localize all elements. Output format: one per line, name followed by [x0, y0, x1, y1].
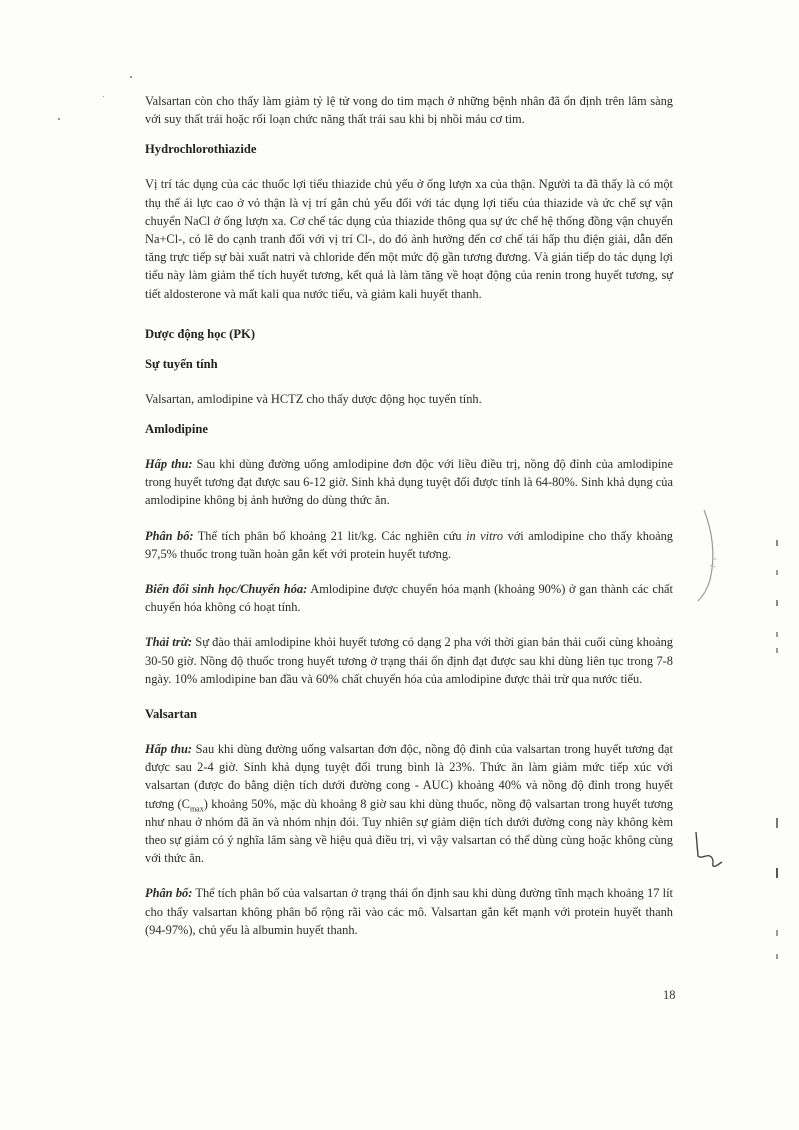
scan-speck [58, 118, 60, 120]
heading-valsartan: Valsartan [145, 707, 198, 722]
paragraph-amlodipine-distribution: Phân bố: Thể tích phân bố khoảng 21 lit/kg. Các nghiên cứu in vitro với amlodipine cho thấy khoảng 97,5% thuốc trong tuần hoàn gắn kết với protein huyết tương. [145, 528, 673, 561]
margin-tick [776, 930, 778, 936]
label-distribution: Phân bố: [145, 528, 194, 543]
scan-speck [130, 76, 132, 78]
margin-tick [776, 570, 778, 575]
heading-hydrochlorothiazide: Hydrochlorothiazide [145, 142, 257, 157]
binding-mark [694, 505, 724, 605]
label-distribution: Phân bố: [145, 886, 193, 901]
paragraph-valsartan-distribution: Phân bố: Thể tích phân bố của valsartan ở trạng thái ổn định sau khi dùng đường tĩnh mạch khoảng 17 lít cho thấy valsartan không phân bố rộng rãi vào các mô. Valsartan gắn kết mạnh với protein huyết thanh (94-97%), chủ yếu là albumin huyết thanh. [145, 886, 673, 937]
paragraph-valsartan-mortality: Valsartan còn cho thấy làm giảm tỷ lệ tử vong do tim mạch ở những bệnh nhân đã ổn định trên lâm sàng với suy thất trái hoặc rối loạn chức năng thất trái sau khi bị nhồi máu cơ tim. [145, 94, 673, 127]
paragraph-amlodipine-absorption: Hấp thu: Sau khi dùng đường uống amlodipine đơn độc với liều điều trị, nồng độ đỉnh của amlodipine trong huyết tương đạt được sau 6-12 giờ. Sinh khả dụng tuyệt đối được tính là 64-80%. Sinh khả dụng của amlodipine không bị ảnh hưởng do dùng thức ăn. [145, 457, 673, 508]
margin-tick [776, 540, 778, 546]
paragraph-amlodipine-elimination: Thải trừ: Sự đào thải amlodipine khỏi huyết tương có dạng 2 pha với thời gian bán thải cuối cùng khoảng 30-50 giờ. Nồng độ thuốc trong huyết tương ở trạng thái ổn định đạt được sau khi dùng liên tục trong 7-8 ngày. 10% amlodipine ban đầu và 60% chất chuyển hóa của amlodipine được thải trừ qua nước tiểu. [145, 635, 673, 686]
document-body [145, 92, 673, 939]
paragraph-linearity: Valsartan, amlodipine và HCTZ cho thấy dược động học tuyến tính. [145, 391, 482, 406]
paragraph-valsartan-absorption: Hấp thu: Sau khi dùng đường uống valsartan đơn độc, nồng độ đỉnh của valsartan trong huyết tương đạt được sau 2-4 giờ. Sinh khả dụng tuyệt đối trung bình là 23%. Thức ăn làm giảm mức tiếp xúc với valsartan (được đo bằng diện tích dưới đường cong - AUC) khoảng 40% và nồng độ đỉnh trong huyết tương $(C_{max})$ khoảng 50%, mặc dù khoảng 8 giờ sau khi dùng thuốc, nồng độ valsartan trong huyết tương như nhau ở nhóm đã ăn và nhóm nhịn đói. Tuy nhiên sự giảm diện tích dưới đường cong này không kèm theo sự giảm có ý nghĩa lâm sàng về hiệu quả điều trị, vì vậy valsartan có thể dùng cùng hoặc không cùng với thức ăn. [145, 742, 673, 866]
heading-amlodipine: Amlodipine [145, 422, 208, 437]
margin-tick [776, 632, 778, 637]
scan-speck [103, 96, 104, 97]
heading-linearity: Sự tuyến tính [145, 356, 218, 371]
page-number: 18 [663, 988, 676, 1002]
margin-tick [776, 818, 778, 828]
heading-pharmacokinetics: Dược động học (PK) [145, 326, 256, 341]
margin-tick [776, 648, 778, 653]
label-absorption: Hấp thu: [145, 742, 192, 757]
label-absorption: Hấp thu: [145, 457, 193, 472]
label-elimination: Thải trừ: [145, 635, 193, 650]
signature-mark [688, 828, 728, 878]
margin-tick [776, 868, 778, 878]
label-metabolism: Biến đổi sinh học/Chuyển hóa: [145, 582, 308, 597]
paragraph-amlodipine-metabolism: Biến đổi sinh học/Chuyển hóa: Amlodipine được chuyển hóa mạnh (khoảng 90%) ở gan thành các chất chuyển hóa không có hoạt tính. [145, 582, 674, 615]
paragraph-thiazide-mechanism: Vị trí tác dụng của các thuốc lợi tiểu thiazide chủ yếu ở ống lượn xa của thận. Người ta đã thấy là có một thụ thể ái lực cao ở vỏ thận là vị trí gắn chủ yếu đối với tác dụng lợi tiểu của thiazide và ức chế sự vận chuyển NaCl ở ống lượn xa. Cơ chế tác dụng của thiazide thông qua sự ức chế hệ thống đồng vận chuyển Na+Cl-, có lẽ do cạnh tranh đối với vị trí Cl-, do đó ảnh hưởng đến cơ chế tái hấp thu điện giải, dẫn đến tăng trực tiếp sự bài xuất natri và chloride đến một mức độ gần tương đương. Và gián tiếp do tác dụng lợi tiểu này làm giảm thể tích huyết tương, kết quả là làm tăng về hoạt động của renin trong huyết tương, sự tiết aldosterone và mất kali qua nước tiểu, và giảm kali huyết thanh. [145, 177, 673, 301]
margin-tick [776, 954, 778, 959]
margin-tick [776, 600, 778, 606]
